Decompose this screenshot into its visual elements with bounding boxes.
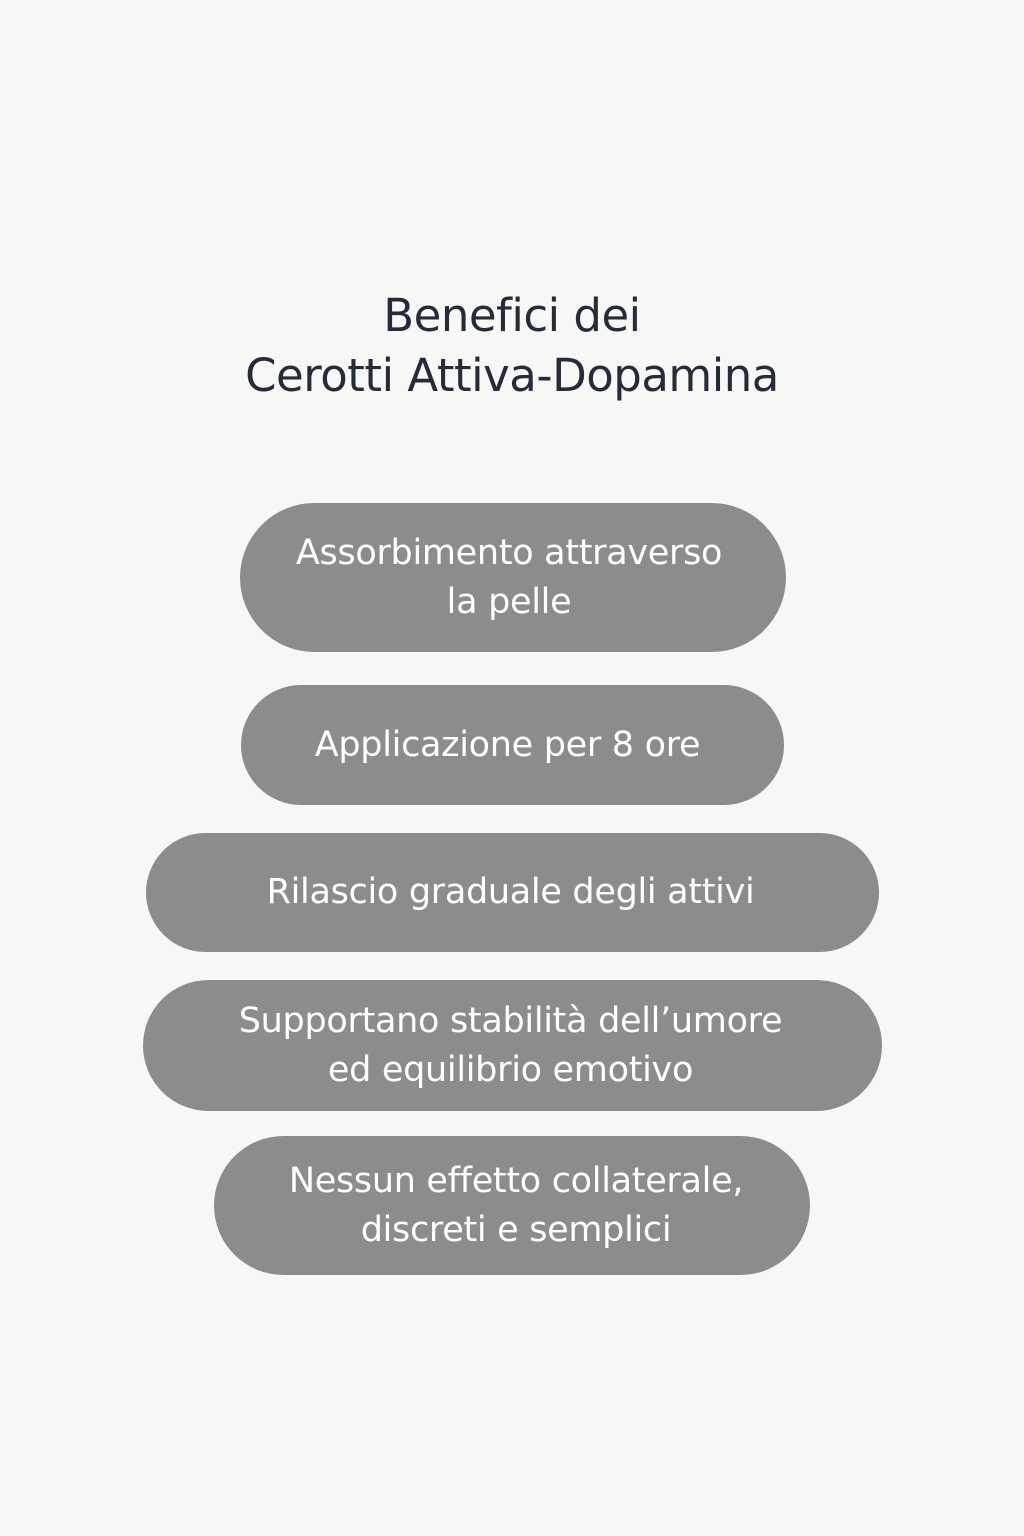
title-line-2: Cerotti Attiva-Dopamina — [245, 349, 779, 402]
page-title — [0, 286, 1024, 406]
benefit-pill-no-side-effects — [214, 1136, 810, 1275]
benefit-line-1: Nessun effetto collaterale, — [288, 1160, 744, 1201]
benefit-line-1: Assorbimento attraverso — [295, 532, 723, 573]
title-line-1: Benefici dei — [383, 289, 641, 342]
benefit-pill-gradual-release — [146, 833, 879, 952]
benefit-line-2: discreti e semplici — [360, 1209, 672, 1250]
benefit-line-2: la pelle — [446, 581, 572, 622]
benefit-text — [267, 868, 755, 917]
benefit-pill-skin-absorption — [240, 503, 786, 652]
benefit-text — [239, 997, 783, 1095]
benefit-text — [289, 1157, 743, 1255]
benefit-pill-application-duration — [241, 685, 784, 805]
benefit-line-1: Rilascio graduale degli attivi — [266, 872, 755, 912]
benefit-line-1: Supportano stabilità dell’umore — [238, 1000, 783, 1041]
benefit-pill-mood-stability — [143, 980, 882, 1111]
benefit-text — [315, 721, 701, 770]
benefit-line-1: Applicazione per 8 ore — [314, 724, 701, 765]
benefit-text — [296, 529, 722, 627]
benefit-line-2: ed equilibrio emotivo — [327, 1049, 694, 1090]
